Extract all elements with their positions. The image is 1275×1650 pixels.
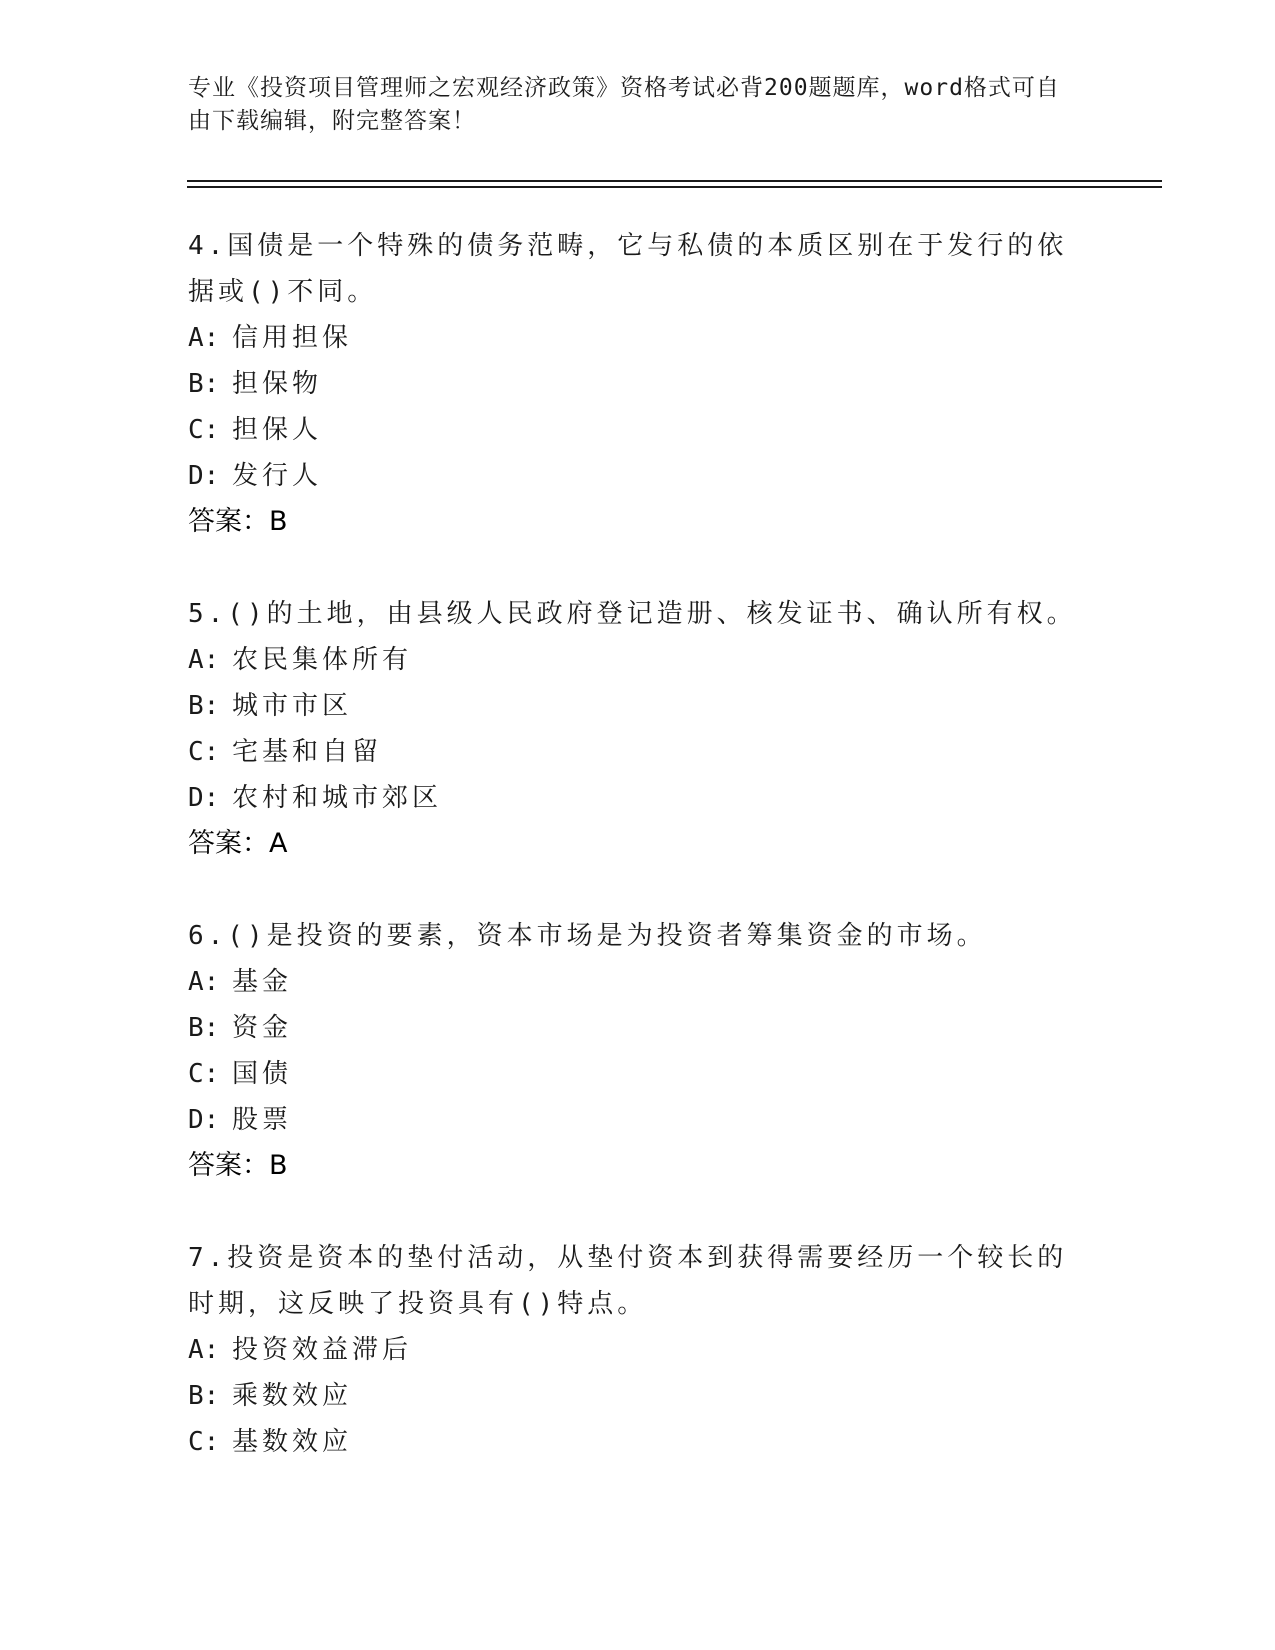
- question-text: 4.国债是一个特殊的债务范畴，它与私债的本质区别在于发行的依据或()不同。: [188, 231, 1068, 307]
- option-b: [188, 1373, 1088, 1419]
- option-key: B:: [188, 1013, 220, 1043]
- option-key: C:: [188, 1059, 220, 1089]
- option-b: [188, 1005, 1088, 1051]
- option-key: D:: [188, 783, 220, 813]
- option-text: 农民集体所有: [232, 645, 413, 675]
- option-d: [188, 775, 1088, 821]
- question-text: 6.()是投资的要素，资本市场是为投资者筹集资金的市场。: [188, 921, 987, 951]
- option-text: 投资效益滞后: [232, 1335, 413, 1365]
- option-key: B:: [188, 691, 220, 721]
- option-key: C:: [188, 1427, 220, 1457]
- option-key: C:: [188, 737, 220, 767]
- header-divider-top: [187, 180, 1162, 182]
- option-c: [188, 729, 1088, 775]
- option-d: [188, 1097, 1088, 1143]
- answer-label: 答案：A: [188, 828, 288, 859]
- answer-label: 答案：B: [188, 506, 288, 537]
- option-key: A:: [188, 323, 220, 353]
- option-a: [188, 315, 1088, 361]
- option-text: 基金: [232, 967, 293, 997]
- option-c: [188, 407, 1088, 453]
- option-key: A:: [188, 967, 220, 997]
- option-text: 资金: [232, 1013, 293, 1043]
- option-a: [188, 959, 1088, 1005]
- option-key: A:: [188, 645, 220, 675]
- answer-label: 答案：B: [188, 1150, 288, 1181]
- option-a: [188, 1327, 1088, 1373]
- question-block: [188, 913, 1088, 1189]
- option-key: B:: [188, 369, 220, 399]
- question-block: [188, 1235, 1088, 1465]
- option-key: C:: [188, 415, 220, 445]
- option-key: A:: [188, 1335, 220, 1365]
- option-text: 乘数效应: [232, 1381, 353, 1411]
- option-key: D:: [188, 461, 220, 491]
- option-text: 城市市区: [232, 691, 353, 721]
- option-text: 发行人: [232, 461, 323, 491]
- question-text: 5.()的土地，由县级人民政府登记造册、核发证书、确认所有权。: [188, 599, 1077, 629]
- option-text: 宅基和自留: [232, 737, 383, 767]
- question-block: [188, 223, 1088, 545]
- option-text: 股票: [232, 1105, 293, 1135]
- option-b: [188, 683, 1088, 729]
- option-a: [188, 637, 1088, 683]
- option-b: [188, 361, 1088, 407]
- question-block: [188, 591, 1088, 867]
- option-key: D:: [188, 1105, 220, 1135]
- option-text: 基数效应: [232, 1427, 353, 1457]
- option-key: B:: [188, 1381, 220, 1411]
- option-c: [188, 1051, 1088, 1097]
- option-text: 国债: [232, 1059, 293, 1089]
- option-text: 担保人: [232, 415, 323, 445]
- option-text: 担保物: [232, 369, 323, 399]
- document-title: 专业《投资项目管理师之宏观经济政策》资格考试必背200题题库，word格式可自由下载编辑，附完整答案！: [188, 75, 1060, 134]
- option-text: 农村和城市郊区: [232, 783, 443, 813]
- option-text: 信用担保: [232, 323, 353, 353]
- option-d: [188, 453, 1088, 499]
- question-text: 7.投资是资本的垫付活动，从垫付资本到获得需要经历一个较长的时期，这反映了投资具有()特点。: [188, 1243, 1068, 1319]
- header-divider-bottom: [187, 186, 1162, 188]
- option-c: [188, 1419, 1088, 1465]
